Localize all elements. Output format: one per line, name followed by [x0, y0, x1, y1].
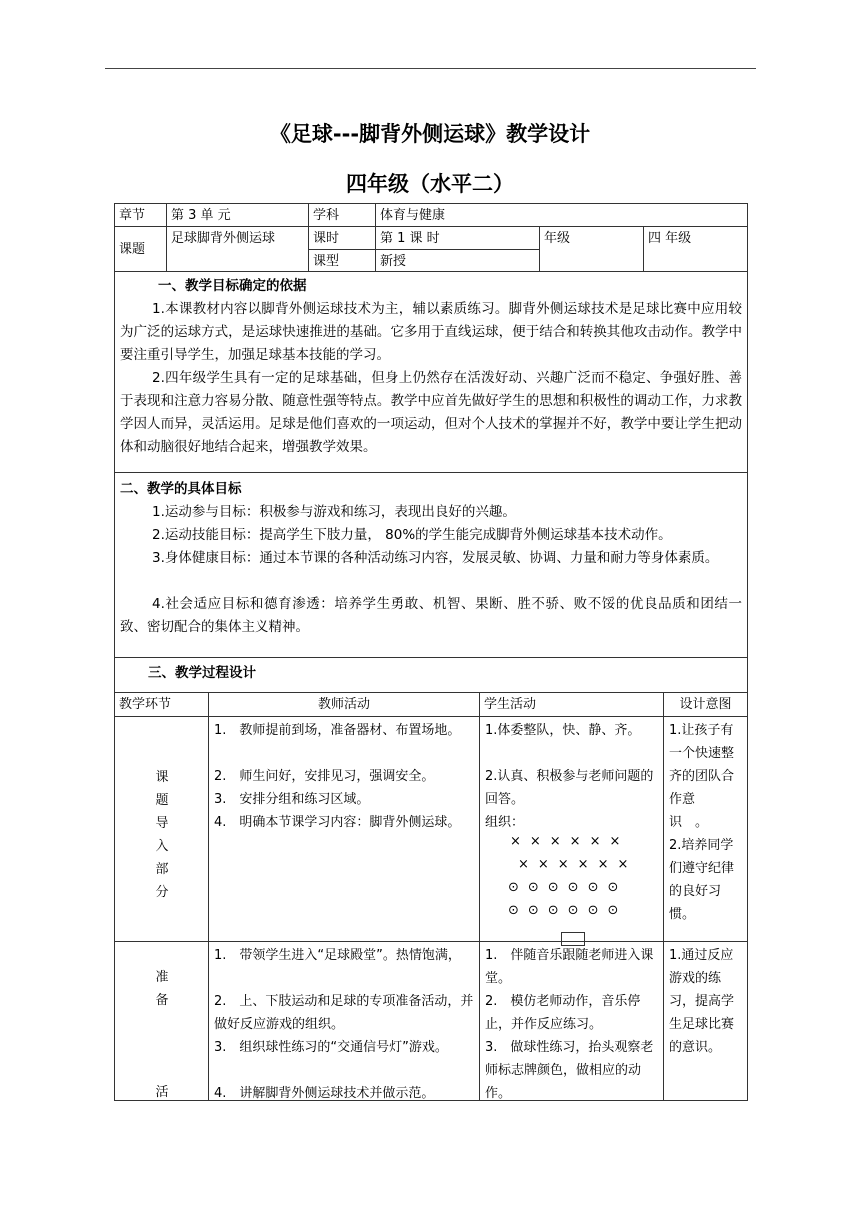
row1-intent-item: 2.培养同学们遵守纪律的良好习惯。: [669, 838, 735, 922]
header-stage: 教学环节: [114, 692, 209, 717]
topic-label: 课题: [114, 226, 167, 272]
row2-intent-item: 1.通过反应游戏的练习，提高学生足球比赛的意识。: [669, 948, 735, 1055]
document-title: 《足球---脚背外侧运球》教学设计: [269, 122, 591, 146]
row2-student-item: 2. 模仿老师动作，音乐停止，并作反应练习。: [485, 994, 641, 1032]
row1-teacher-item: 4. 明确本节课学习内容：脚背外侧运球。: [214, 815, 461, 830]
row1-stage-char: 分: [155, 885, 169, 900]
header-teacher: 教师活动: [208, 692, 480, 717]
formation-row-cross: ××××××: [510, 834, 630, 849]
topic-value: 足球脚背外侧运球: [166, 226, 309, 272]
period-value: 第 1 课 时: [375, 226, 540, 250]
subject-label: 学科: [308, 203, 376, 227]
row1-stage-char: 入: [155, 839, 169, 854]
formation-row-circle: ⊙⊙⊙⊙⊙⊙: [508, 880, 628, 895]
section-goals-heading: 二、教学的具体目标: [120, 481, 242, 497]
chapter-value: 第 3 单 元: [166, 203, 309, 227]
row2-teacher-item: 1. 带领学生进入“足球殿堂”。热情饱满，: [214, 948, 461, 963]
row2-teacher-item: 2. 上、下肢运动和足球的专项准备活动，并做好反应游戏的组织。: [214, 994, 474, 1032]
row2-teacher-item: 4. 讲解脚背外侧运球技术并做示范。: [214, 1086, 435, 1101]
row1-student-item: 1.体委整队，快、静、齐。: [485, 723, 641, 738]
goal-2: 2.运动技能目标：提高学生下肢力量， 80%的学生能完成脚背外侧运球基本技术动作。: [152, 527, 672, 543]
header-intent: 设计意图: [663, 692, 748, 717]
section-basis-paragraph-1: 1.本课教材内容以脚背外侧运球技术为主，辅以素质练习。脚背外侧运球技术是足球比赛中应用较为广泛的运球方式，是运球快速推进的基础。它多用于直线运球，便于结合和转换其他攻击动作。教学中要注重引导学生，加强足球基本技能的学习。: [120, 301, 742, 363]
row2-student-item: 1. 伴随音乐跟随老师进入课堂。: [485, 948, 654, 986]
goal-3: 3.身体健康目标：通过本节课的各种活动练习内容，发展灵敏、协调、力量和耐力等身体素质。: [152, 550, 719, 566]
subject-value: 体育与健康: [375, 203, 748, 227]
row1-student-organize-label: 组织：: [485, 815, 525, 830]
goal-1: 1.运动参与目标：积极参与游戏和练习，表现出良好的兴趣。: [152, 504, 516, 520]
section-process-heading: 三、教学过程设计: [148, 665, 256, 681]
grade-value: 四 年级: [643, 226, 748, 272]
row2-stage-cell: [114, 941, 209, 1101]
chapter-label: 章节: [114, 203, 167, 227]
row1-teacher-item: 1. 教师提前到场，准备器材、布置场地。: [214, 723, 461, 738]
top-rule: [105, 68, 756, 69]
row1-teacher-item: 3. 安排分组和练习区域。: [214, 792, 370, 807]
row1-teacher-item: 2. 师生问好，安排见习，强调安全。: [214, 769, 435, 784]
document-subtitle: 四年级（水平二）: [346, 172, 514, 196]
row1-intent-item: 1.让孩子有一个快速整齐的团队合作意 识 。: [669, 723, 735, 830]
header-student: 学生活动: [479, 692, 664, 717]
row1-stage-char: 题: [155, 793, 169, 808]
row2-student-item: 3. 做球性练习，抬头观察老师标志牌颜色，做相应的动作。: [485, 1040, 654, 1101]
section-basis-heading: 一、教学目标确定的依据: [158, 278, 307, 294]
row1-student-item: 2.认真、积极参与老师问题的回答。: [485, 769, 654, 807]
row2-teacher-item: 3. 组织球性练习的“交通信号灯”游戏。: [214, 1040, 448, 1055]
period-label: 课时: [308, 226, 376, 250]
goal-4: 4.社会适应目标和德育渗透：培养学生勇敢、机智、果断、胜不骄、败不馁的优良品质和团结一致、密切配合的集体主义精神。: [120, 596, 742, 635]
row1-stage-char: 课: [155, 770, 169, 785]
section-basis-paragraph-2: 2.四年级学生具有一定的足球基础，但身上仍然存在活泼好动、兴趣广泛而不稳定、争强好胜、善于表现和注意力容易分散、随意性强等特点。教学中应首先做好学生的思想和积极性的调动工作，力求教学因人而异，灵活运用。足球是他们喜欢的一项运动，但对个人技术的掌握并不好，教学中要让学生把动体和动脑很好地结合起来，增强教学效果。: [120, 370, 742, 455]
type-value: 新授: [375, 249, 540, 272]
row2-stage-char: 活: [155, 1085, 169, 1100]
row2-stage-char: 准: [155, 970, 169, 985]
grade-label: 年级: [539, 226, 644, 272]
row1-stage-char: 导: [155, 816, 169, 831]
row2-stage-char: 备: [155, 993, 169, 1008]
formation-row-cross: ××××××: [518, 857, 638, 872]
type-label: 课型: [308, 249, 376, 272]
formation-row-circle: ⊙⊙⊙⊙⊙⊙: [508, 903, 628, 918]
row1-stage-char: 部: [155, 862, 169, 877]
